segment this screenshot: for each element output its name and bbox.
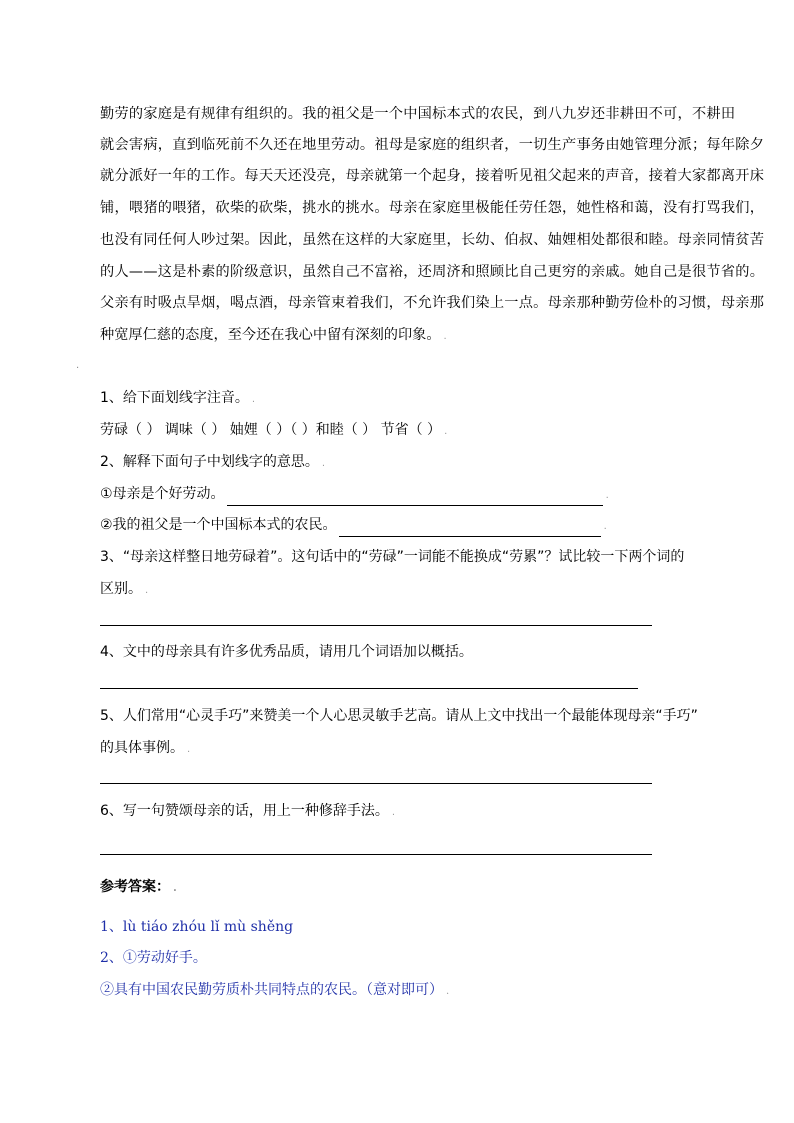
question-6-title-text: 6、写一句赞颂母亲的话，用上一种修辞手法。 <box>100 803 389 819</box>
question-4-title: 4、文中的母亲具有许多优秀品质，请用几个词语加以概括。 <box>100 644 473 660</box>
paragraph-mark-icon: . <box>76 360 80 371</box>
question-6-title <box>100 801 395 823</box>
question-2-title <box>100 452 325 474</box>
question-1-title-text: 1、给下面划线字注音。 <box>100 390 249 406</box>
paragraph-mark-icon: . <box>391 807 396 818</box>
paragraph-mark-icon: . <box>603 521 607 532</box>
paragraph-mark-icon: . <box>173 883 177 894</box>
passage-line-8 <box>100 325 447 347</box>
answer-blank-2b[interactable] <box>339 522 601 537</box>
paragraph-mark-icon: . <box>251 394 256 405</box>
question-5-line-2 <box>100 738 190 760</box>
answer-line-4[interactable] <box>100 688 638 689</box>
question-3-line-2 <box>100 579 148 601</box>
paragraph-mark-icon: . <box>443 331 447 342</box>
passage-line-5: 也没有同任何人吵过架。因此，虽然在这样的大家庭里，长幼、伯叔、妯娌相处都很和睦。母亲同情贫苦 <box>100 232 765 248</box>
passage-line-7: 父亲有时吸点旱烟，喝点酒，母亲管束着我们，不允许我们染上一点。母亲那种勤劳俭朴的习惯，母亲那 <box>100 295 765 311</box>
answers-heading <box>100 877 177 899</box>
paragraph-mark-icon: . <box>605 490 609 501</box>
answer-1: 1、lù tiáo zhóu lǐ mù shěng <box>100 919 294 935</box>
question-1-items <box>100 420 447 442</box>
question-2-title-text: 2、解释下面句子中划线字的意思。 <box>100 454 319 470</box>
answer-line-3[interactable] <box>100 625 652 626</box>
answer-2: 2、①劳动好手。 <box>100 950 207 966</box>
answer-2b-text: ②具有中国农民勤劳质朴共同特点的农民。（意对即可） <box>100 982 443 998</box>
passage-line-3: 就分派好一年的工作。每天天还没亮，母亲就第一个起身，接着听见祖父起来的声音，接着大家都离开床 <box>100 168 765 184</box>
passage-line-6: 的人——这是朴素的阶级意识，虽然自己不富裕，还周济和照顾比自己更穷的亲戚。她自己是很节省的。 <box>100 264 765 280</box>
question-5-line-1: 5、人们常用“心灵手巧”来赞美一个人心思灵敏手艺高。请从上文中找出一个最能体现母亲“手巧” <box>100 708 698 724</box>
question-3-line-1: 3、“母亲这样整日地劳碌着”。这句话中的“劳碌”一词能不能换成“劳累”？试比较一下两个词的 <box>100 549 685 565</box>
passage-line-8-text: 种宽厚仁慈的态度，至今还在我心中留有深刻的印象。 <box>100 327 441 343</box>
question-1-title <box>100 388 255 410</box>
answer-blank-2a[interactable] <box>227 491 603 506</box>
answer-line-6[interactable] <box>100 854 652 855</box>
paragraph-mark-icon: . <box>321 458 326 469</box>
paragraph-mark-icon: . <box>444 426 448 437</box>
paragraph-mark-icon: . <box>446 986 450 997</box>
question-1-items-text: 劳碌（ ） 调味（ ） 妯娌（ ）（ ）和睦（ ） 节省（ ） <box>100 422 442 438</box>
question-2a <box>100 484 609 506</box>
question-3-line-2-text: 区别。 <box>100 581 142 597</box>
question-2a-text: ①母亲是个好劳动。 <box>100 486 225 502</box>
passage-line-4: 铺，喂猪的喂猪，砍柴的砍柴，挑水的挑水。母亲在家庭里极能任劳任怨，她性格和蔼，没有打骂我们， <box>100 200 765 216</box>
answer-line-5[interactable] <box>100 783 652 784</box>
passage-line-1: 勤劳的家庭是有规律有组织的。我的祖父是一个中国标本式的农民，到八九岁还非耕田不可，不耕田 <box>100 106 736 122</box>
question-5-line-2-text: 的具体事例。 <box>100 740 184 756</box>
answer-2b <box>100 980 449 1002</box>
question-2b-text: ②我的祖父是一个中国标本式的农民。 <box>100 517 337 533</box>
answers-heading-text: 参考答案： <box>100 879 170 895</box>
passage-line-2: 就会害病，直到临死前不久还在地里劳动。祖母是家庭的组织者，一切生产事务由她管理分派；每年除夕 <box>100 137 765 153</box>
paragraph-mark-icon: . <box>145 585 149 596</box>
question-2b <box>100 515 607 537</box>
paragraph-mark-icon: . <box>187 744 191 755</box>
